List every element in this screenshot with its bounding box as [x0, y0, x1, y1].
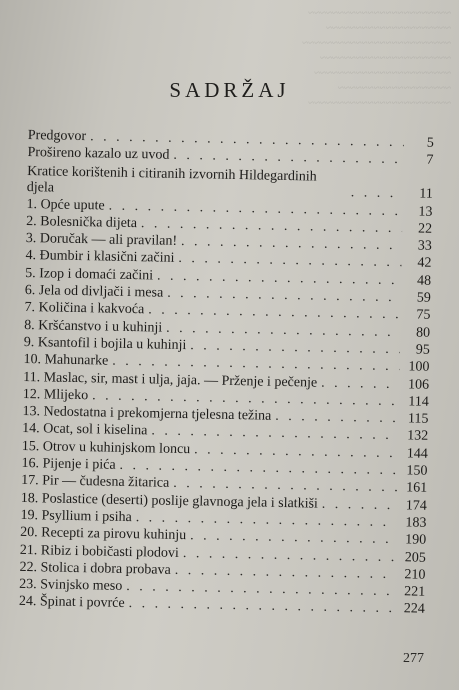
toc-entry-label: 9. Ksantofil i bojila u kuhinji — [23, 334, 187, 354]
toc-entry-label: 8. Kršćanstvo i u kuhinji — [24, 317, 163, 336]
toc-entry-page: 190 — [404, 532, 427, 548]
toc-entry-label: 1. Opće upute — [26, 196, 105, 214]
toc-entry-label: 18. Poslastice (deserti) poslije glavnoga jela i slatkiši — [20, 490, 319, 512]
toc-entry-page: 174 — [405, 497, 427, 514]
toc-entry-page: 48 — [416, 273, 432, 289]
page-number: 277 — [403, 651, 424, 666]
toc-entry-page: 114 — [408, 394, 429, 410]
toc-entry-page: 144 — [406, 446, 428, 462]
toc-entry-page: 183 — [405, 515, 427, 531]
toc-entry-page: 33 — [417, 238, 432, 254]
dot-leader — [128, 595, 395, 617]
toc-entry-page: 7 — [426, 152, 434, 169]
toc-entry-label: 3. Doručak — ali pravilan! — [25, 231, 178, 250]
toc-entry-page: 115 — [407, 411, 429, 427]
toc-entry-label: 11. Maslac, sir, mast i ulja, jaja. — Prženje i pečenje — [23, 369, 318, 391]
toc-entry-label: 10. Mahunarke — [23, 352, 109, 369]
toc-entry-label: 20. Recepti za pirovu kuhinju — [20, 525, 187, 544]
dot-leader — [322, 495, 397, 514]
toc-entry-page: 11 — [419, 186, 433, 203]
dot-leader — [321, 374, 399, 393]
toc-entry-page: 106 — [407, 376, 430, 393]
toc-entry-page: 100 — [408, 359, 430, 376]
toc-entry-page: 224 — [403, 601, 425, 618]
toc-entry-label: 2. Bolesnička dijeta — [26, 213, 138, 231]
toc-entry-label: 19. Psyllium i psiha — [20, 507, 132, 525]
toc-entry-label: 5. Izop i domaći začini — [25, 265, 154, 284]
toc-entry-label: 16. Pijenje i pića — [21, 455, 116, 473]
toc-entry-page: 150 — [406, 463, 428, 479]
toc-entry-page: 210 — [404, 567, 426, 583]
toc-entry-label: 22. Stolica i dobra probava — [19, 559, 171, 578]
toc-entry-label: 12. Mlijeko — [22, 386, 89, 404]
toc-entry-label: Prošireno kazalo uz uvod — [27, 145, 170, 164]
toc-entry-label: 21. Ribiz i bobičasti plodovi — [19, 542, 180, 561]
toc-entry-page: 22 — [417, 221, 433, 237]
toc-entry-page: 132 — [406, 428, 429, 445]
toc-entry-page: 95 — [415, 342, 430, 358]
toc-entry-label: Predgovor — [27, 127, 87, 145]
toc-entry-page: 161 — [405, 480, 428, 497]
toc-entry-page: 221 — [403, 584, 426, 600]
toc-entry-page: 75 — [416, 307, 431, 324]
table-of-contents — [19, 127, 434, 618]
toc-entry-label: 15. Otrov u kuhinjskom loncu — [21, 438, 191, 457]
toc-entry-label: 7. Količina i kakvoća — [24, 300, 145, 318]
toc-entry-label: 23. Svinjsko meso — [19, 577, 123, 595]
dot-leader — [351, 185, 403, 203]
show-through-text: ~~~~~~~~~~~~~~~~~~~~~~~~ ~~~~~~~~~~~~~~~~~~~~~ ~~~~~~~~~~~~~~~~~~~~~~~~~ ~~~~~~~~~~~~~~~~~~~~~~ ~~~~~~~~~~~~~~~~~~~~~~~ ~~~~~~~~~~~~~~~~~~~ ~~~~~~~~~~~~~~~~~~~~~~~~ — [302, 7, 451, 109]
toc-entry-label: Kratice korištenih i citiranih izvornih Hildegardinih djela — [26, 163, 317, 196]
toc-heading: SADRŽAJ — [169, 78, 290, 102]
toc-entry-label: 6. Jela od divljači i mesa — [24, 283, 164, 301]
toc-entry-label: 4. Đumbir i klasični začini — [25, 248, 175, 267]
toc-entry-page: 80 — [415, 325, 431, 341]
toc-entry-label: 24. Špinat i povrće — [18, 594, 125, 612]
toc-entry-page: 205 — [404, 549, 426, 566]
toc-entry-label: 13. Nedostatna i prekomjerna tjelesna težina — [22, 404, 272, 424]
toc-entry-page: 13 — [418, 204, 433, 220]
toc-entry-page: 42 — [417, 255, 432, 272]
toc-entry-label: 14. Ocat, sol i kiselina — [22, 421, 148, 439]
toc-entry-label: 17. Pir — čudesna žitarica — [21, 473, 170, 492]
toc-entry-page: 59 — [416, 290, 431, 306]
toc-entry-page: 5 — [426, 135, 434, 151]
